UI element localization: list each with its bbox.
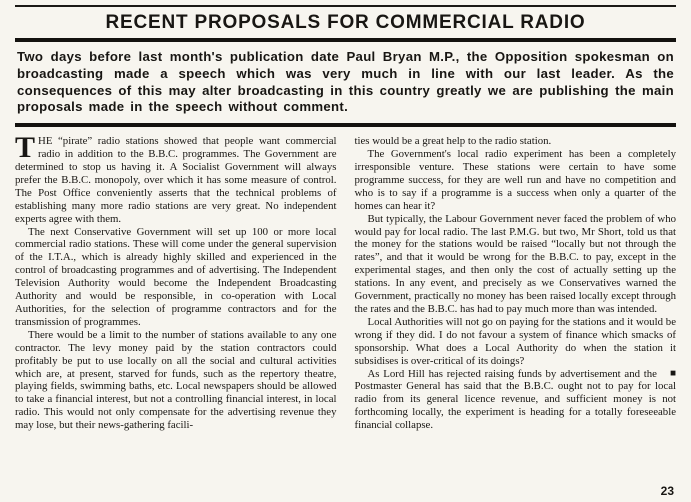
page-title: RECENT PROPOSALS FOR COMMERCIAL RADIO [105,12,586,33]
intro-paragraph: Two days before last month's publication date Paul Bryan M.P., the Opposition spokesman on broadcasting made a speech which was very much in line with our last leader. As the consequences of this may alter broadcasting in this country greatly we are publishing the main proposals made in the speech without comment. [17,49,674,115]
paragraph: The Government's local radio experiment has been a completely irresponsible venture. These stations were certain to have some programme success, for they are well run and have no competition and who is to say if a programme is a success when only a quarter of the homes can hear it? [354,148,676,212]
paragraph-text: As Lord Hill has rejected raising funds by advertisement and the Postmaster General has said that the B.B.C. ought not to pay for local radio from its general licence revenue, and sufficient money is not forthcoming locally, the experiment is heading for a totally foreseeable financial collapse. [354,367,676,432]
paragraph: Local Authorities will not go on paying for the stations and it would be wrong if they did. I do not favour a system of finance which smacks of sponsorship. What does a Local Authority do when the station it subsidises is over-critical of its doings? [354,315,676,367]
paragraph [15,131,337,225]
left-column [15,131,337,432]
right-column [355,135,677,432]
paragraph: The next Conservative Government will set up 100 or more local commercial radio stations. These will come under the general supervision of the I.T.A., which is already highly skilled and experienced in the control of broadcasting programmes and of advertising. The Independent Television Authority would become the Independent Broadcasting Authority and would be responsible, in co-operation with Local Authorities, for the selection of programme contractors and for the transmission of programmes. [15,225,337,328]
paragraph: There would be a limit to the number of stations available to any one contractor. The levy money paid by the station contractors could profitably be put to use locally on all the social and cultural activities which are, at present, starved for funds, such as the repertory theatre, playing fields, swimming baths, etc. Local newspapers should be allowed to take a financial interest, but not a controlling financial interest, in local radio. This would not only compensate for the advertising revenue they may lose, but their news-gathering facili- [15,328,337,432]
paragraph [355,368,677,433]
intro-rule [15,123,676,127]
paragraph: But typically, the Labour Government never faced the problem of who would pay for local radio. The last P.M.G. but two, Mr Short, told us that the money for the stations would be raised “locally but not through the rates”, and that it would be wrong for the B.B.C. to pay, except in the experimental stages, and then only the cost of actually setting up the stations. In any event, and precisely as we Conservatives warned the Government, practically no money has been raised locally except through the rates and the B.B.C. has had to pay much more than was intended. [354,212,676,315]
top-rule [15,5,676,7]
paragraph-text: HE “pirate” radio stations showed that people want commercial radio in addition to the B.B.C. programmes. The Government are determined to stop us having it. A Socialist Government will always prefer the B.B.C. monopoly, over which it has some measure of control. The Post Office conveniently asserts that the technical problems of establishing many more radio stations are very great. No independent experts agree with them. [15,135,337,225]
drop-cap: T [15,131,36,165]
page-number: 23 [660,484,674,498]
title-rule [15,38,676,42]
paragraph: ties would be a great help to the radio station. [354,135,552,148]
end-of-article-mark: ■ [669,367,676,379]
article-columns [15,131,676,432]
